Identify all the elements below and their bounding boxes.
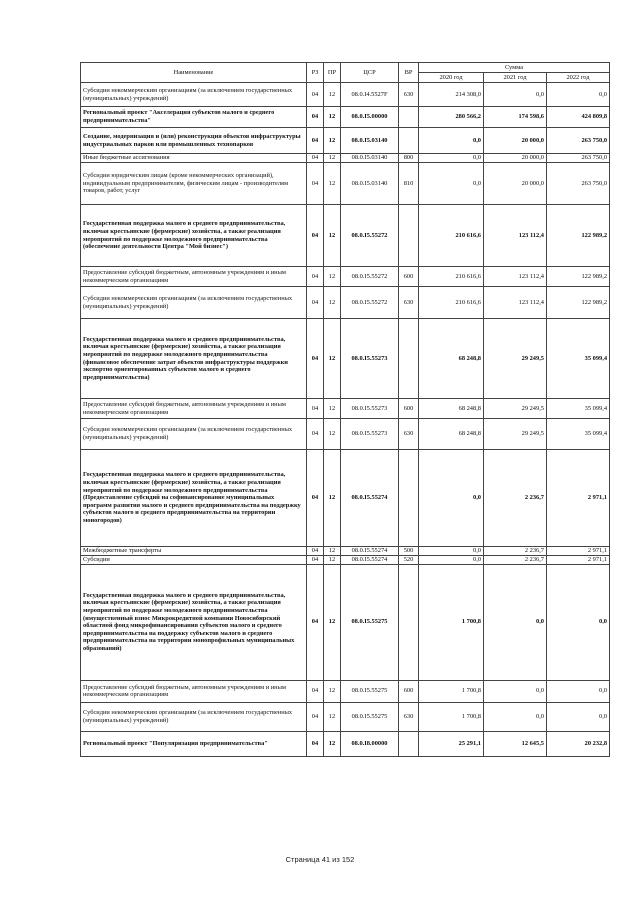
- cell-vr: 600: [399, 399, 419, 419]
- col-header-sum: Сумма: [419, 63, 610, 73]
- cell-csr: 08.0.I5.55275: [341, 564, 399, 680]
- cell-2021: 29 249,5: [484, 399, 547, 419]
- table-row: [81, 450, 610, 547]
- cell-csr: 08.0.I5.55273: [341, 419, 399, 450]
- cell-2022: 263 750,0: [547, 154, 610, 163]
- cell-2021: 2 236,7: [484, 450, 547, 547]
- cell-2022: 2 971,1: [547, 547, 610, 556]
- table-row: [81, 731, 610, 756]
- cell-rz: 04: [307, 564, 324, 680]
- cell-2021: 0,0: [484, 83, 547, 107]
- table-row: [81, 267, 610, 287]
- cell-rz: 04: [307, 163, 324, 205]
- col-header-pr: ПР: [324, 63, 341, 83]
- col-header-csr: ЦСР: [341, 63, 399, 83]
- cell-vr: 600: [399, 267, 419, 287]
- cell-name: Предоставление субсидий бюджетным, автономным учреждениям и иным некоммерческим организациям: [81, 680, 307, 702]
- table-body: [81, 83, 610, 757]
- col-header-name: Наименование: [81, 63, 307, 83]
- cell-2021: 0,0: [484, 680, 547, 702]
- col-header-2021: 2021 год: [484, 73, 547, 83]
- cell-2022: 35 099,4: [547, 319, 610, 399]
- cell-vr: [399, 450, 419, 547]
- cell-name: Создание, модернизация и (или) реконструкция объектов инфраструктуры индустриальных парков или промышленных технопарков: [81, 128, 307, 154]
- cell-pr: 12: [324, 163, 341, 205]
- cell-name: Субсидии некоммерческим организациям (за исключением государственных (муниципальных) учреждений): [81, 419, 307, 450]
- cell-pr: 12: [324, 128, 341, 154]
- cell-vr: [399, 107, 419, 128]
- cell-2021: 2 236,7: [484, 555, 547, 564]
- cell-name: Субсидии: [81, 555, 307, 564]
- table-row: [81, 128, 610, 154]
- col-header-vr: ВР: [399, 63, 419, 83]
- cell-csr: 08.0.I5.55275: [341, 702, 399, 731]
- cell-pr: 12: [324, 205, 341, 267]
- table-row: [81, 555, 610, 564]
- cell-name: Государственная поддержка малого и среднего предпринимательства, включая крестьянские (фермерские) хозяйства, а также реализация мероприятий по поддержке молодежного предпринимательства (имущественный взнос Микрокредитной компании Новосибирский областной фонд микрофинансирования субъектов малого и среднего предпринимательства на поддержку субъектов малого и среднего предпринимательства на территории монопрофильных муниципальных образований): [81, 564, 307, 680]
- cell-pr: 12: [324, 450, 341, 547]
- cell-vr: 500: [399, 547, 419, 556]
- cell-2020: 0,0: [419, 547, 484, 556]
- cell-vr: [399, 205, 419, 267]
- cell-csr: 08.0.I5.03140: [341, 128, 399, 154]
- cell-vr: [399, 564, 419, 680]
- cell-pr: 12: [324, 680, 341, 702]
- table-row: [81, 163, 610, 205]
- table-row: [81, 702, 610, 731]
- table-row: [81, 399, 610, 419]
- cell-pr: 12: [324, 702, 341, 731]
- cell-2020: 280 566,2: [419, 107, 484, 128]
- cell-csr: 08.0.I5.55272: [341, 267, 399, 287]
- cell-vr: 630: [399, 287, 419, 319]
- cell-2021: 174 598,6: [484, 107, 547, 128]
- cell-csr: 08.0.I5.55274: [341, 555, 399, 564]
- cell-2022: 2 971,1: [547, 450, 610, 547]
- cell-rz: 04: [307, 555, 324, 564]
- cell-csr: 08.0.I5.03140: [341, 154, 399, 163]
- cell-rz: 04: [307, 680, 324, 702]
- table-row: [81, 83, 610, 107]
- cell-2022: 122 989,2: [547, 287, 610, 319]
- cell-rz: 04: [307, 154, 324, 163]
- cell-2021: 29 249,5: [484, 419, 547, 450]
- cell-2020: 0,0: [419, 555, 484, 564]
- cell-name: Субсидии некоммерческим организациям (за исключением государственных (муниципальных) учреждений): [81, 83, 307, 107]
- table-row: [81, 107, 610, 128]
- table-row: [81, 680, 610, 702]
- table-row: [81, 319, 610, 399]
- cell-2020: 68 248,8: [419, 319, 484, 399]
- cell-2021: 29 249,5: [484, 319, 547, 399]
- cell-2020: 68 248,8: [419, 419, 484, 450]
- col-header-rz: РЗ: [307, 63, 324, 83]
- cell-2020: 210 616,6: [419, 287, 484, 319]
- cell-vr: [399, 128, 419, 154]
- cell-rz: 04: [307, 547, 324, 556]
- cell-2020: 0,0: [419, 450, 484, 547]
- table-row: [81, 287, 610, 319]
- col-header-2020: 2020 год: [419, 73, 484, 83]
- cell-csr: 08.0.I5.55274: [341, 450, 399, 547]
- cell-csr: 08.0.I5.00000: [341, 107, 399, 128]
- cell-vr: 630: [399, 702, 419, 731]
- cell-rz: 04: [307, 731, 324, 756]
- cell-rz: 04: [307, 128, 324, 154]
- cell-rz: 04: [307, 83, 324, 107]
- cell-name: Предоставление субсидий бюджетным, автономным учреждениям и иным некоммерческим организациям: [81, 267, 307, 287]
- cell-csr: 08.0.I8.00000: [341, 731, 399, 756]
- cell-csr: 08.0.I5.55272: [341, 205, 399, 267]
- cell-2020: 25 291,1: [419, 731, 484, 756]
- cell-2020: 1 700,8: [419, 564, 484, 680]
- cell-csr: 08.0.I5.55275: [341, 680, 399, 702]
- cell-pr: 12: [324, 399, 341, 419]
- cell-2020: 0,0: [419, 128, 484, 154]
- cell-2022: 0,0: [547, 680, 610, 702]
- cell-pr: 12: [324, 564, 341, 680]
- cell-2021: 0,0: [484, 564, 547, 680]
- cell-pr: 12: [324, 267, 341, 287]
- cell-name: Субсидии юридическим лицам (кроме некоммерческих организаций), индивидуальным предпринимателям, физическим лицам - производителям товаров, работ, услуг: [81, 163, 307, 205]
- page-number: Страница 41 из 152: [285, 855, 355, 864]
- budget-table: [80, 62, 610, 757]
- cell-2022: 122 989,2: [547, 205, 610, 267]
- cell-pr: 12: [324, 419, 341, 450]
- cell-csr: 08.0.I5.55272: [341, 287, 399, 319]
- cell-pr: 12: [324, 731, 341, 756]
- cell-csr: 08.0.I5.55273: [341, 399, 399, 419]
- col-header-2022: 2022 год: [547, 73, 610, 83]
- cell-pr: 12: [324, 547, 341, 556]
- cell-2021: 20 000,0: [484, 154, 547, 163]
- table-row: [81, 419, 610, 450]
- cell-name: Субсидии некоммерческим организациям (за исключением государственных (муниципальных) учреждений): [81, 287, 307, 319]
- cell-2020: 68 248,8: [419, 399, 484, 419]
- cell-2021: 2 236,7: [484, 547, 547, 556]
- cell-rz: 04: [307, 287, 324, 319]
- cell-2022: 424 809,8: [547, 107, 610, 128]
- cell-pr: 12: [324, 555, 341, 564]
- cell-2022: 0,0: [547, 83, 610, 107]
- cell-csr: 08.0.I5.55273: [341, 319, 399, 399]
- cell-2020: 1 700,8: [419, 680, 484, 702]
- cell-csr: 08.0.I5.03140: [341, 163, 399, 205]
- cell-rz: 04: [307, 205, 324, 267]
- cell-2022: 35 099,4: [547, 399, 610, 419]
- cell-2020: 214 308,0: [419, 83, 484, 107]
- cell-2021: 12 645,5: [484, 731, 547, 756]
- cell-2021: 123 112,4: [484, 205, 547, 267]
- table-row: [81, 547, 610, 556]
- cell-2021: 20 000,0: [484, 163, 547, 205]
- cell-name: Субсидии некоммерческим организациям (за исключением государственных (муниципальных) учреждений): [81, 702, 307, 731]
- cell-2020: 210 616,6: [419, 267, 484, 287]
- cell-vr: 630: [399, 83, 419, 107]
- cell-rz: 04: [307, 107, 324, 128]
- cell-2022: 35 099,4: [547, 419, 610, 450]
- cell-name: Региональный проект "Популяризация предпринимательства": [81, 731, 307, 756]
- cell-rz: 04: [307, 450, 324, 547]
- cell-2021: 123 112,4: [484, 267, 547, 287]
- cell-csr: 08.0.I5.55274: [341, 547, 399, 556]
- cell-2021: 0,0: [484, 702, 547, 731]
- cell-2022: 263 750,0: [547, 128, 610, 154]
- cell-2020: 1 700,8: [419, 702, 484, 731]
- cell-pr: 12: [324, 287, 341, 319]
- cell-csr: 08.0.I4.5527F: [341, 83, 399, 107]
- cell-2022: 122 989,2: [547, 267, 610, 287]
- cell-name: Предоставление субсидий бюджетным, автономным учреждениям и иным некоммерческим организациям: [81, 399, 307, 419]
- cell-2021: 123 112,4: [484, 287, 547, 319]
- cell-2022: 0,0: [547, 564, 610, 680]
- cell-rz: 04: [307, 267, 324, 287]
- cell-rz: 04: [307, 702, 324, 731]
- cell-2020: 210 616,6: [419, 205, 484, 267]
- cell-2020: 0,0: [419, 154, 484, 163]
- cell-vr: [399, 319, 419, 399]
- cell-vr: [399, 731, 419, 756]
- cell-name: Государственная поддержка малого и среднего предпринимательства, включая крестьянские (фермерские) хозяйства, а также реализация мероприятий по поддержке молодежного предпринимательства (обеспечение деятельности Центра "Мой бизнес"): [81, 205, 307, 267]
- cell-pr: 12: [324, 83, 341, 107]
- cell-rz: 04: [307, 419, 324, 450]
- cell-2022: 263 750,0: [547, 163, 610, 205]
- cell-2021: 20 000,0: [484, 128, 547, 154]
- cell-name: Государственная поддержка малого и среднего предпринимательства, включая крестьянские (фермерские) хозяйства, а также реализация мероприятий по поддержке молодежного предпринимательства (финансовое обеспечение затрат объектов инфраструктуры поддержки экспортно ориентированных субъектов малого и среднего предпринимательства): [81, 319, 307, 399]
- cell-pr: 12: [324, 319, 341, 399]
- cell-2020: 0,0: [419, 163, 484, 205]
- cell-vr: 520: [399, 555, 419, 564]
- cell-pr: 12: [324, 154, 341, 163]
- cell-vr: 810: [399, 163, 419, 205]
- table-row: [81, 154, 610, 163]
- cell-rz: 04: [307, 399, 324, 419]
- cell-name: Региональный проект "Акселерация субъектов малого и среднего предпринимательства": [81, 107, 307, 128]
- table-row: [81, 564, 610, 680]
- cell-2022: 2 971,1: [547, 555, 610, 564]
- cell-vr: 800: [399, 154, 419, 163]
- cell-2022: 0,0: [547, 702, 610, 731]
- cell-vr: 630: [399, 419, 419, 450]
- cell-pr: 12: [324, 107, 341, 128]
- cell-name: Государственная поддержка малого и среднего предпринимательства, включая крестьянские (фермерские) хозяйства, а также реализация мероприятий по поддержке молодежного предпринимательства (Предоставление субсидий на софинансирование муниципальных программ развития малого и среднего предпринимательства на поддержку субъектов малого и среднего предпринимательства на территории моногородов): [81, 450, 307, 547]
- cell-vr: 600: [399, 680, 419, 702]
- cell-2022: 20 232,8: [547, 731, 610, 756]
- cell-name: Межбюджетные трансферты: [81, 547, 307, 556]
- cell-name: Иные бюджетные ассигнования: [81, 154, 307, 163]
- cell-rz: 04: [307, 319, 324, 399]
- table-row: [81, 205, 610, 267]
